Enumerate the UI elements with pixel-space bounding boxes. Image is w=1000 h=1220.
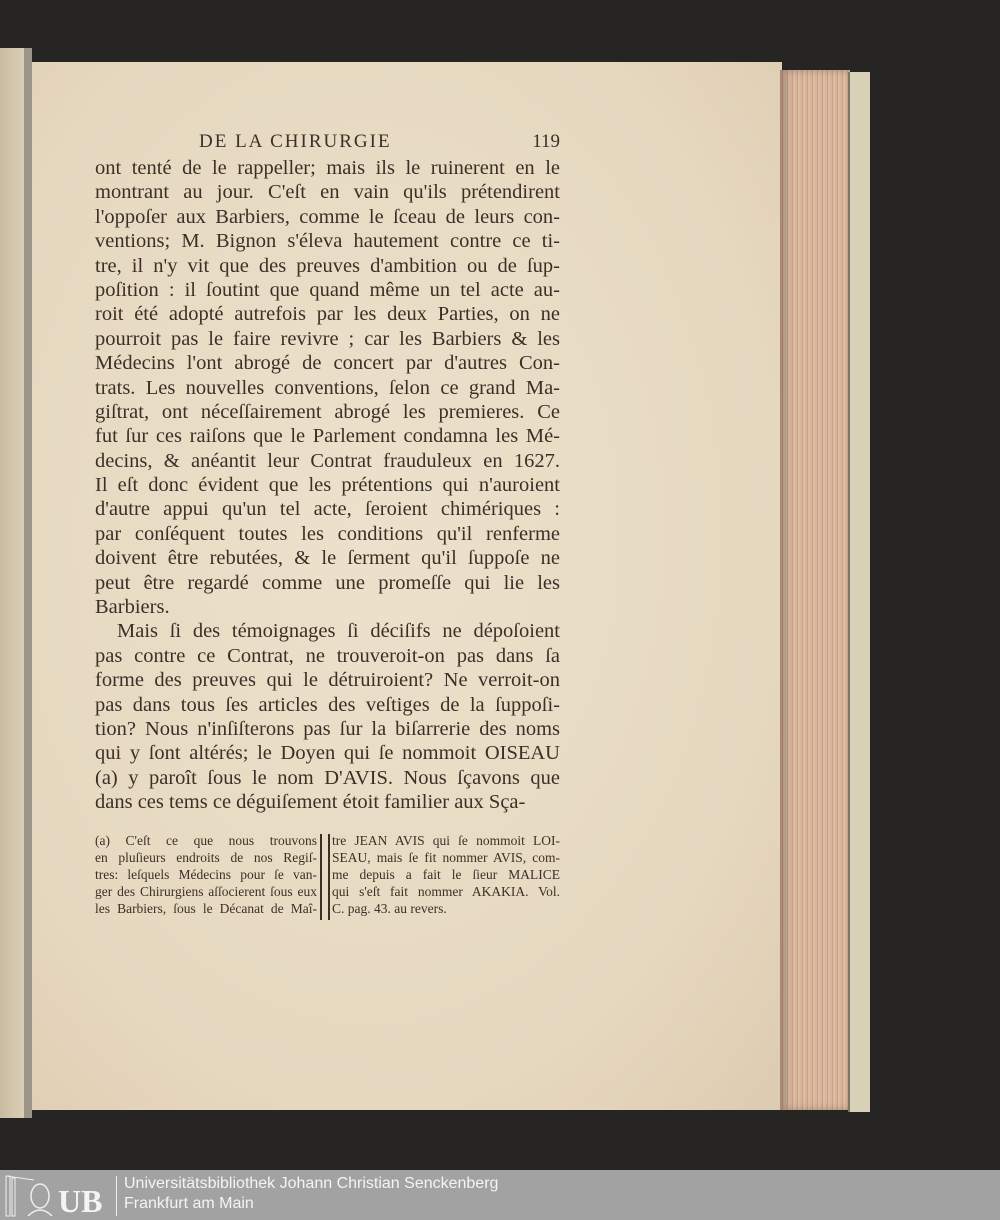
footnote-line: qui s'eſt fait nommer AKAKIA. Vol.	[332, 884, 560, 899]
text-line: pas dans tous ſes articles des veſtiges de la ſuppoſi-	[95, 693, 560, 716]
library-footer	[0, 1170, 1000, 1220]
page-block-edge	[780, 70, 850, 1110]
text-line: peut être regardé comme une promeſſe qui lie les	[95, 571, 560, 594]
institution-name: Universitätsbibliothek Johann Christian Senckenberg	[124, 1175, 499, 1192]
footnote-left-column	[95, 832, 317, 917]
page-number: 119	[532, 131, 560, 152]
text-line: pourroit pas le faire revivre ; car les Barbiers & les	[95, 327, 560, 350]
text-line: doivent être rebutées, & le ſerment qu'il ſuppoſe ne	[95, 547, 560, 570]
book-gutter	[24, 48, 32, 1118]
text-line: poſition : il ſoutint que quand même un tel acte au-	[95, 278, 560, 301]
footnote-line: SEAU, mais ſe fit nommer AVIS, com-	[332, 850, 560, 865]
running-title: DE LA CHIRURGIE	[199, 131, 392, 152]
footnote-line: me depuis a fait le ſieur MALICE	[332, 867, 560, 882]
text-line: ventions; M. Bignon s'éleva hautement contre ce ti-	[95, 230, 560, 253]
text-line: par conſéquent toutes les conditions qu'il renferme	[95, 522, 560, 545]
footnote-column-rule	[320, 834, 330, 920]
text-line: l'oppoſer aux Barbiers, comme le ſceau de leurs con-	[95, 205, 560, 228]
footer-separator	[116, 1176, 117, 1216]
facing-page-edge	[0, 48, 26, 1118]
svg-text:UB: UB	[58, 1183, 103, 1218]
library-logo	[4, 1174, 116, 1218]
text-line: giſtrat, ont néceſſairement abrogé les premieres. Ce	[95, 400, 560, 423]
text-line: tre, il n'y vit que des preuves d'ambition ou de ſup-	[95, 254, 560, 277]
text-line: ont tenté de le rappeller; mais ils le ruinerent en le	[95, 157, 560, 179]
footnote-line: ger des Chirurgiens aſſocierent ſous eux	[95, 884, 317, 899]
text-line: pas contre ce Contrat, ne trouveroit-on pas dans ſa	[95, 644, 560, 667]
main-text	[95, 156, 560, 815]
footnote-line: les Barbiers, ſous le Décanat de Maî-	[95, 901, 317, 916]
text-line: Mais ſi des témoignages ſi déciſifs ne dépoſoient	[117, 620, 560, 643]
institution-city: Frankfurt am Main	[124, 1195, 254, 1212]
text-line: dans ces tems ce déguiſement étoit familier aux Sça-	[95, 791, 526, 814]
footnote-line: tres: leſquels Médecins pour ſe van-	[95, 867, 317, 882]
text-line: qui y ſont altérés; le Doyen qui ſe nommoit OISEAU	[95, 742, 560, 765]
text-line: (a) y paroît ſous le nom D'AVIS. Nous ſçavons que	[95, 766, 560, 789]
text-line: d'autre appui qu'un tel acte, ſeroient chimériques :	[95, 498, 560, 521]
text-line: decins, & anéantit leur Contrat frauduleux en 1627.	[95, 449, 560, 472]
running-header	[95, 131, 560, 155]
text-line: forme des preuves qui le détruiroient? Ne verroit-on	[95, 669, 560, 692]
text-line: Il eſt donc évident que les prétentions qui n'auroient	[95, 474, 560, 497]
book-cover-edge	[848, 72, 870, 1112]
text-line: fut ſur ces raiſons que le Parlement condamna les Mé-	[95, 425, 560, 448]
text-line: montrant au jour. C'eſt en vain qu'ils prétendirent	[95, 181, 560, 204]
footnote-line: C. pag. 43. au revers.	[332, 901, 447, 916]
text-line: tion? Nous n'inſiſterons pas ſur la biſarrerie des noms	[95, 717, 560, 740]
text-line: Barbiers.	[95, 596, 170, 619]
footnote-line: (a) C'eſt ce que nous trouvons	[95, 833, 317, 848]
text-line: trats. Les nouvelles conventions, ſelon ce grand Ma-	[95, 376, 560, 399]
footnote-line: tre JEAN AVIS qui ſe nommoit LOI-	[332, 833, 560, 848]
footnote-line: en pluſieurs endroits de nos Regiſ-	[95, 850, 317, 865]
text-line: roit été adopté autrefois par les deux Parties, on ne	[95, 303, 560, 326]
text-line: Médecins l'ont abrogé de concert par d'autres Con-	[95, 352, 560, 375]
footnote-right-column	[332, 832, 560, 917]
